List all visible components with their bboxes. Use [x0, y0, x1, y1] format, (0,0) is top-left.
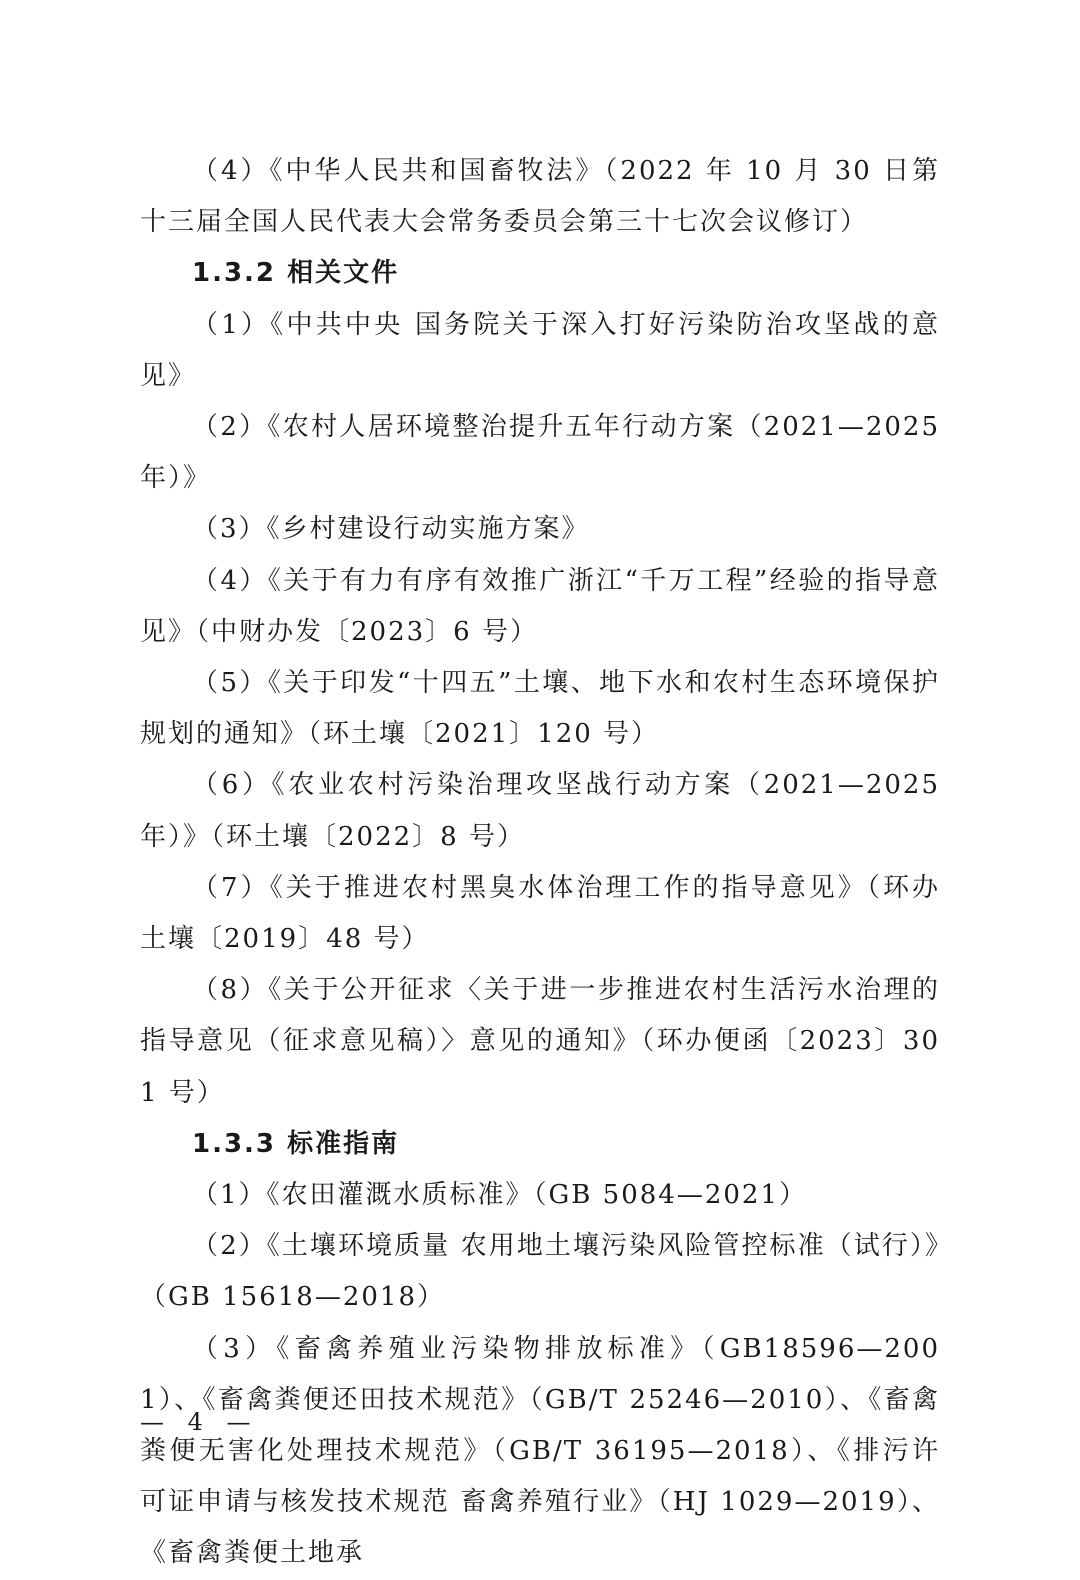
list-item: （7）《关于推进农村黑臭水体治理工作的指导意见》（环办土壤〔2019〕48 号） — [140, 872, 940, 955]
list-item: （8）《关于公开征求〈关于进一步推进农村生活污水治理的指导意见（征求意见稿）〉意见的通知》（环办便函〔2023〕301 号） — [140, 975, 940, 1108]
list-item: （6）《农业农村污染治理攻坚战行动方案（2021—2025 年）》（环土壤〔2022〕8 号） — [140, 770, 940, 852]
list-item: （1）《农田灌溉水质标准》（GB 5084—2021） — [192, 1180, 808, 1211]
list-item: （1）《中共中央 国务院关于深入打好污染防治攻坚战的意见》 — [140, 309, 940, 391]
list-item: （3）《乡村建设行动实施方案》 — [192, 514, 590, 545]
page-number: — 4 — — [140, 1408, 259, 1436]
list-item: （2）《土壤环境质量 农用地土壤污染风险管控标准（试行）》（GB 15618—2018） — [140, 1231, 940, 1313]
list-item: （3）《畜禽养殖业污染物排放标准》（GB18596—2001）、《畜禽粪便还田技术规范》（GB/T 25246—2010）、《畜禽粪便无害化处理技术规范》（GB/T 36195—2018）、《排污许可证申请与核发技术规范 畜禽养殖行业》（HJ 1029—2019）、《畜禽粪便土地承 — [140, 1333, 940, 1569]
list-item: （5）《关于印发“十四五”土壤、地下水和农村生态环境保护规划的通知》（环土壤〔2021〕120 号） — [140, 668, 940, 750]
section-heading-related-documents: 1.3.2 相关文件 — [192, 258, 400, 289]
list-item: （2）《农村人居环境整治提升五年行动方案（2021—2025 年）》 — [140, 412, 940, 494]
document-body — [140, 146, 940, 1580]
section-heading-standards-guides: 1.3.3 标准指南 — [192, 1128, 400, 1159]
list-item: （4）《关于有力有序有效推广浙江“千万工程”经验的指导意见》（中财办发〔2023〕6 号） — [140, 565, 940, 647]
paragraph-livestock-law: （4）《中华人民共和国畜牧法》（2022 年 10 月 30 日第十三届全国人民代表大会常务委员会第三十七次会议修订） — [140, 156, 940, 238]
